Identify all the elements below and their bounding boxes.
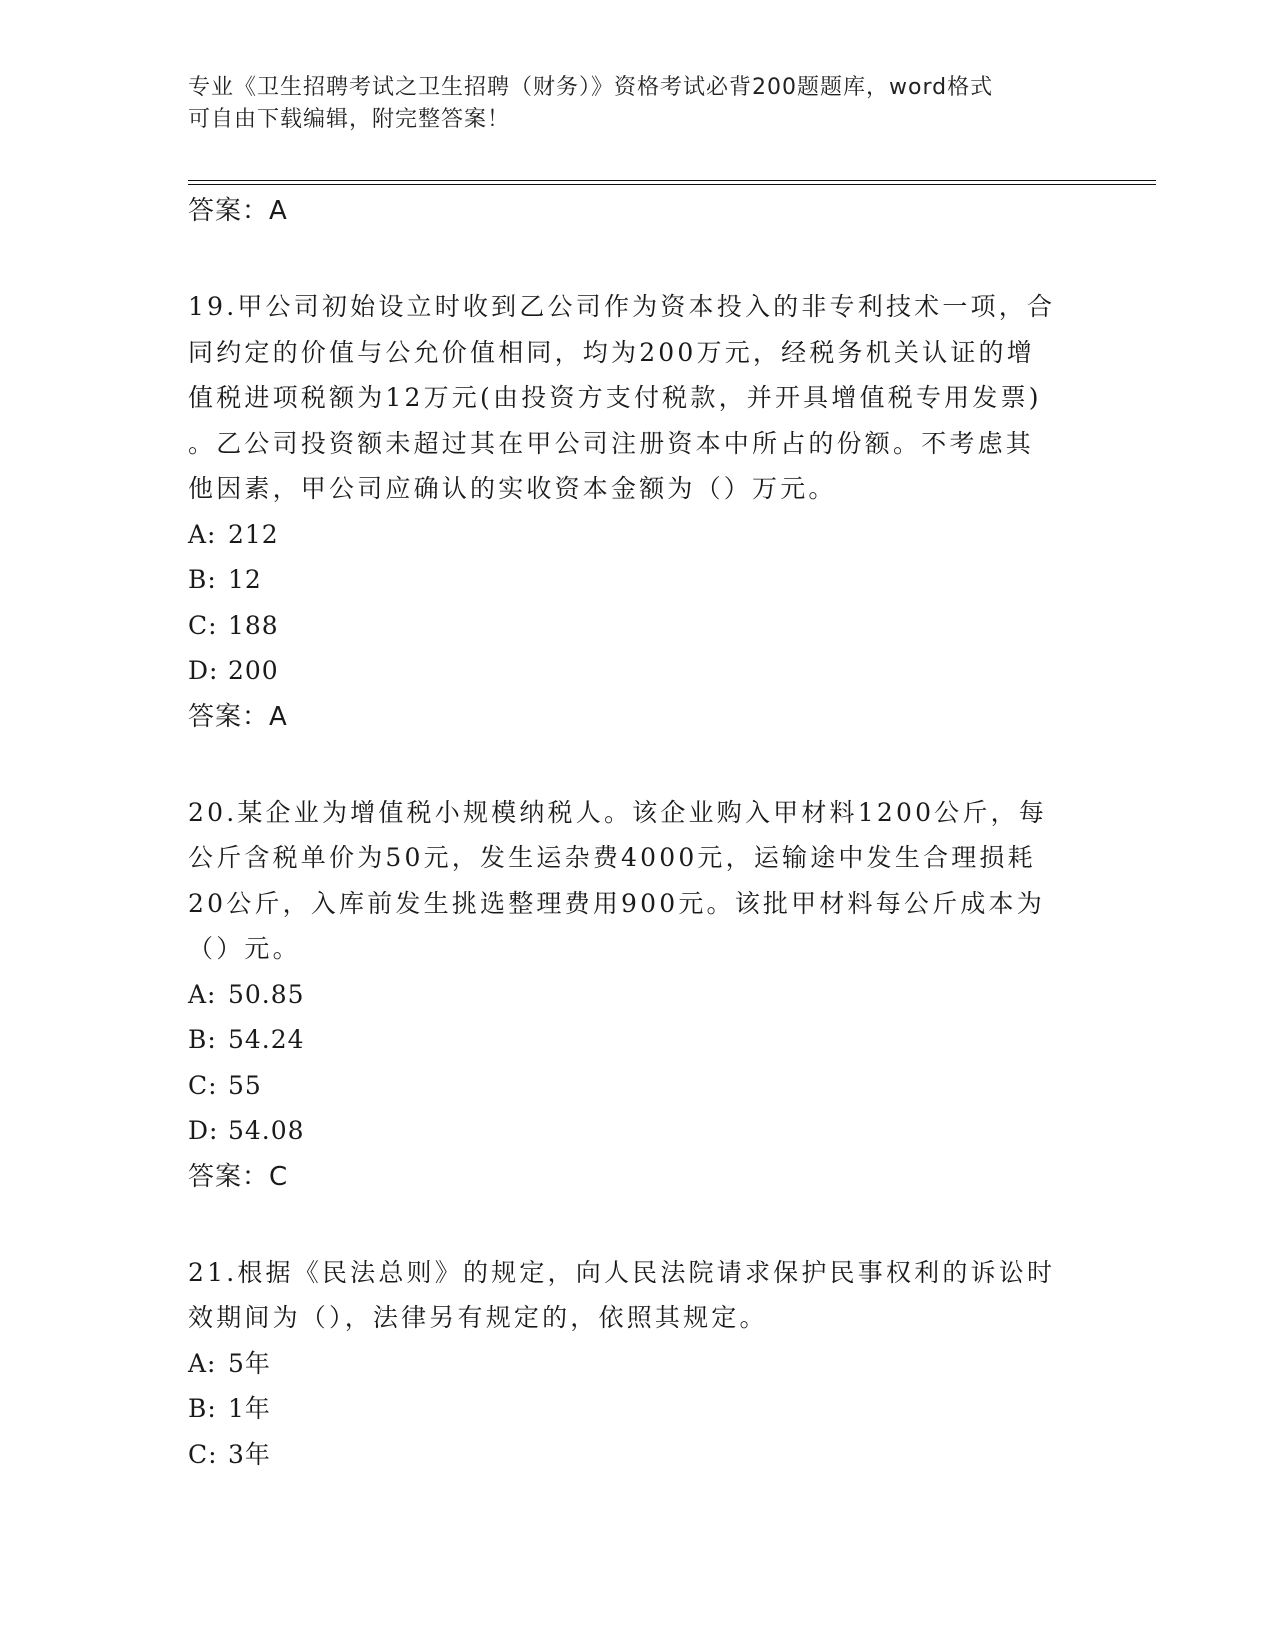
option-value: 188 bbox=[228, 610, 279, 640]
answer-line: 答案：C bbox=[188, 1161, 289, 1192]
question-line: 。乙公司投资额未超过其在甲公司注册资本中所占的份额。不考虑其 bbox=[188, 428, 1035, 458]
option-a bbox=[188, 1341, 1088, 1387]
answer-line: 答案：A bbox=[188, 701, 288, 732]
question-block bbox=[188, 790, 1088, 1200]
spacer bbox=[188, 740, 1088, 790]
option-value: 5年 bbox=[228, 1348, 271, 1378]
question-line: 他因素，甲公司应确认的实收资本金额为（）万元。 bbox=[188, 474, 837, 503]
option-value: 55 bbox=[228, 1070, 262, 1100]
document-body bbox=[188, 188, 1088, 1477]
question-block bbox=[188, 1250, 1088, 1478]
option-value: 1年 bbox=[228, 1394, 271, 1423]
question-line: 公斤含税单价为50元，发生运杂费4000元，运输途中发生合理损耗 bbox=[188, 843, 1036, 872]
option-key: C: bbox=[188, 610, 218, 640]
question-text bbox=[188, 1250, 1088, 1341]
question-line: 值税进项税额为12万元(由投资方支付税款，并开具增值税专用发票) bbox=[188, 383, 1042, 412]
header-rule-top bbox=[188, 180, 1156, 181]
option-value: 54.24 bbox=[228, 1025, 305, 1054]
question-line: 21.根据《民法总则》的规定，向人民法院请求保护民事权利的诉讼时 bbox=[188, 1257, 1056, 1287]
option-key: D: bbox=[188, 1116, 219, 1145]
question-text bbox=[188, 284, 1088, 512]
option-d bbox=[188, 648, 1088, 694]
option-value: 212 bbox=[228, 519, 279, 549]
header-rule-bottom bbox=[188, 184, 1156, 185]
option-key: B: bbox=[188, 565, 217, 594]
question-line: 19.甲公司初始设立时收到乙公司作为资本投入的非专利技术一项，合 bbox=[188, 292, 1056, 321]
option-b bbox=[188, 1386, 1088, 1432]
question-line: 同约定的价值与公允价值相同，均为200万元，经税务机关认证的增 bbox=[188, 337, 1035, 367]
option-key: A: bbox=[188, 979, 217, 1009]
option-a bbox=[188, 972, 1088, 1018]
option-c bbox=[188, 1063, 1088, 1109]
option-key: B: bbox=[188, 1394, 217, 1423]
question-line: 20.某企业为增值税小规模纳税人。该企业购入甲材料1200公斤，每 bbox=[188, 797, 1047, 827]
option-c bbox=[188, 1432, 1088, 1478]
option-b bbox=[188, 1017, 1088, 1063]
header-title-line-2: 可自由下载编辑，附完整答案！ bbox=[188, 107, 511, 132]
option-key: C: bbox=[188, 1439, 218, 1469]
option-value: 54.08 bbox=[228, 1116, 305, 1145]
option-key: A: bbox=[188, 1348, 217, 1378]
question-text bbox=[188, 790, 1088, 972]
option-b bbox=[188, 557, 1088, 603]
option-key: A: bbox=[188, 519, 217, 549]
option-value: 3年 bbox=[228, 1439, 271, 1469]
question-line: 20公斤，入库前发生挑选整理费用900元。该批甲材料每公斤成本为 bbox=[188, 888, 1045, 918]
option-value: 50.85 bbox=[228, 979, 305, 1009]
header-title-line-1: 专业《卫生招聘考试之卫生招聘（财务）》资格考试必背200题题库，word格式 bbox=[188, 75, 994, 100]
question-line: 效期间为（），法律另有规定的，依照其规定。 bbox=[188, 1303, 768, 1332]
question-block bbox=[188, 284, 1088, 740]
option-d bbox=[188, 1108, 1088, 1154]
option-value: 12 bbox=[228, 565, 262, 594]
answer-line: 答案：A bbox=[188, 196, 288, 226]
spacer bbox=[188, 234, 1088, 284]
option-key: B: bbox=[188, 1025, 217, 1054]
option-c bbox=[188, 603, 1088, 649]
option-value: 200 bbox=[228, 656, 279, 685]
option-key: D: bbox=[188, 656, 219, 685]
spacer bbox=[188, 1200, 1088, 1250]
question-line: （）元。 bbox=[188, 934, 301, 963]
option-a bbox=[188, 512, 1088, 558]
option-key: C: bbox=[188, 1070, 218, 1100]
page-header bbox=[188, 72, 1088, 136]
